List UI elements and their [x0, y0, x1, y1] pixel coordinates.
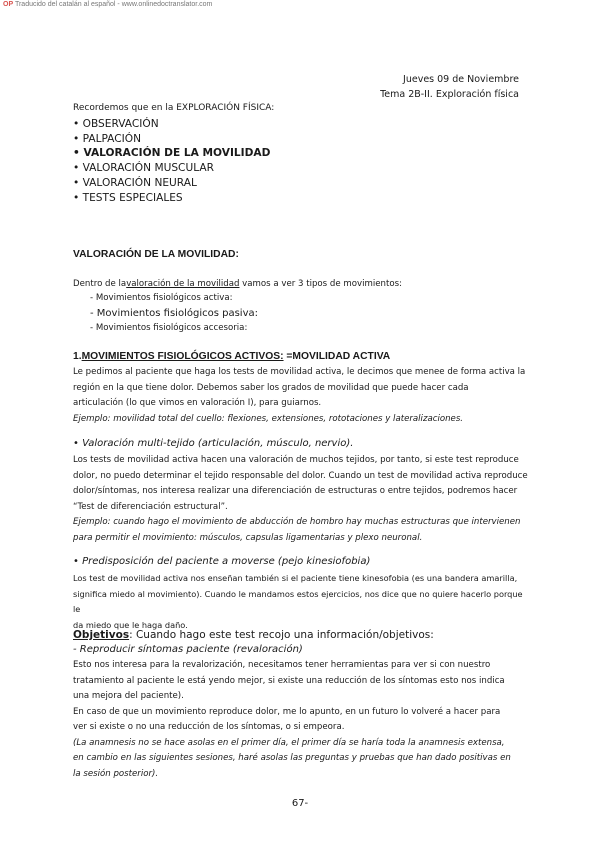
- section1-paragraph: Le pedimos al paciente que haga los tests de movilidad activa, le decimos que menee de forma activa la región en la que tiene dolor. Debemos saber los grados de movilidad que puede hacer cada articulación (lo que vimos en valoración I), para guiarnos. Ejemplo: movilidad total del cuello: flexiones, extensiones, rototaciones y lateralizaciones.: [73, 365, 528, 427]
- example-text: Ejemplo: movilidad total del cuello: flexiones, extensiones, rototaciones y lateralizaciones.: [73, 413, 464, 424]
- exploration-list: [73, 117, 270, 205]
- list-item: • VALORACIÓN MUSCULAR: [73, 162, 214, 175]
- note-text: (La anamnesis no se hace asolas en el primer día, el primer día se haría toda la anamnesis extensa,: [73, 737, 505, 748]
- objectives-heading: Objetivos: Cuando hago este test recojo una información/objetivos:: [73, 629, 434, 641]
- translator-logo: OP: [3, 1, 14, 8]
- mobility-title: VALORACIÓN DE LA MOVILIDAD:: [73, 249, 239, 260]
- list-item: - Movimientos fisiológicos pasiva:: [90, 308, 258, 319]
- translator-text: Traducido del catalán al español - www.onlinedoctranslator.com: [14, 1, 213, 8]
- section1-title: 1.MOVIMIENTOS FISIOLÓGICOS ACTIVOS: =MOVILIDAD ACTIVA: [73, 351, 391, 362]
- list-item: • PALPACIÓN: [73, 132, 142, 145]
- objectives-paragraph: Esto nos interesa para la revalorización, necesitamos tener herramientas para ver si con nuestro tratamiento al paciente le está yendo mejor, si existe una reducción de los síntomas esto nos indica una mejora del paciente). En caso de que un movimiento reproduce dolor, me lo apunto, en un futuro lo volveré a hacer para ver si existe o no una reducción de los síntomas, o si empeora. (La anamnesis no se hace asolas en el primer día, el primer día se haría toda la anamnesis extensa, en cambio en las siguientes sesiones, haré asolas las preguntas y pruebas que han dado positivas en la sesión posterior).: [73, 658, 528, 782]
- header-date: Jueves 09 de Noviembre: [403, 74, 519, 85]
- list-item: • TESTS ESPECIALES: [73, 191, 183, 204]
- example-text: Ejemplo: cuando hago el movimiento de abducción de hombro hay muchas estructuras que intervienen: [73, 517, 521, 527]
- note-text: la sesión posterior).: [73, 768, 159, 779]
- movement-types-list: [90, 293, 258, 338]
- objectives-subitem: - Reproducir síntomas paciente (revaloración): [73, 644, 303, 655]
- mobility-term: valoración de la movilidad: [126, 279, 240, 289]
- intro-lead: Recordemos que en la EXPLORACIÓN FÍSICA:: [73, 103, 275, 113]
- mobility-intro: Dentro de lavaloración de la movilidad vamos a ver 3 tipos de movimientos:: [73, 279, 402, 289]
- list-item: - Movimientos fisiológicos activa:: [90, 293, 233, 303]
- bullet-multi-tissue: • Valoración multi-tejido (articulación, músculo, nervio).: [73, 438, 354, 449]
- list-item: • OBSERVACIÓN: [73, 118, 159, 130]
- page-number: 67-: [291, 798, 309, 809]
- list-item-highlight: • VALORACIÓN DE LA MOVILIDAD: [73, 147, 271, 160]
- list-item: • VALORACIÓN NEURAL: [73, 176, 197, 189]
- translator-banner: [3, 1, 212, 8]
- objectives-label: Objetivos: [73, 629, 130, 641]
- note-text: en cambio en las siguientes sesiones, haré asolas las preguntas y pruebas que han dado positivas en: [73, 753, 511, 763]
- multi-tissue-paragraph: Los tests de movilidad activa hacen una valoración de muchos tejidos, por tanto, si este test reproduce dolor, no puedo determinar el tejido responsable del dolor. Cuando un test de movilidad activa reproduce dolor/síntomas, nos interesa realizar una diferenciación de estructuras o entre tejidos, podremos hacer “Test de diferenciación estructural”. Ejemplo: cuando hago el movimiento de abducción de hombro hay muchas estructuras que intervienen para permitir el movimiento: músculos, capsulas ligamentarias y plexo neuronal.: [73, 453, 528, 546]
- list-item: - Movimientos fisiológicos accesoria:: [90, 323, 248, 333]
- header-topic: Tema 2B-II. Exploración física: [380, 89, 519, 100]
- predisposition-paragraph: Los test de movilidad activa nos enseñan también si el paciente tiene kinesofobia (es una bandera amarilla, significa miedo al movimiento). Cuando le mandamos estos ejercicios, nos dice que no quiere hacerlo porque le da miedo que le haga daño.: [73, 573, 523, 630]
- bullet-predisposition: • Predisposición del paciente a moverse (pejo kinesiofobia): [73, 556, 371, 567]
- example-text: para permitir el movimiento: músculos, capsulas ligamentarias y plexo neuronal.: [73, 532, 423, 543]
